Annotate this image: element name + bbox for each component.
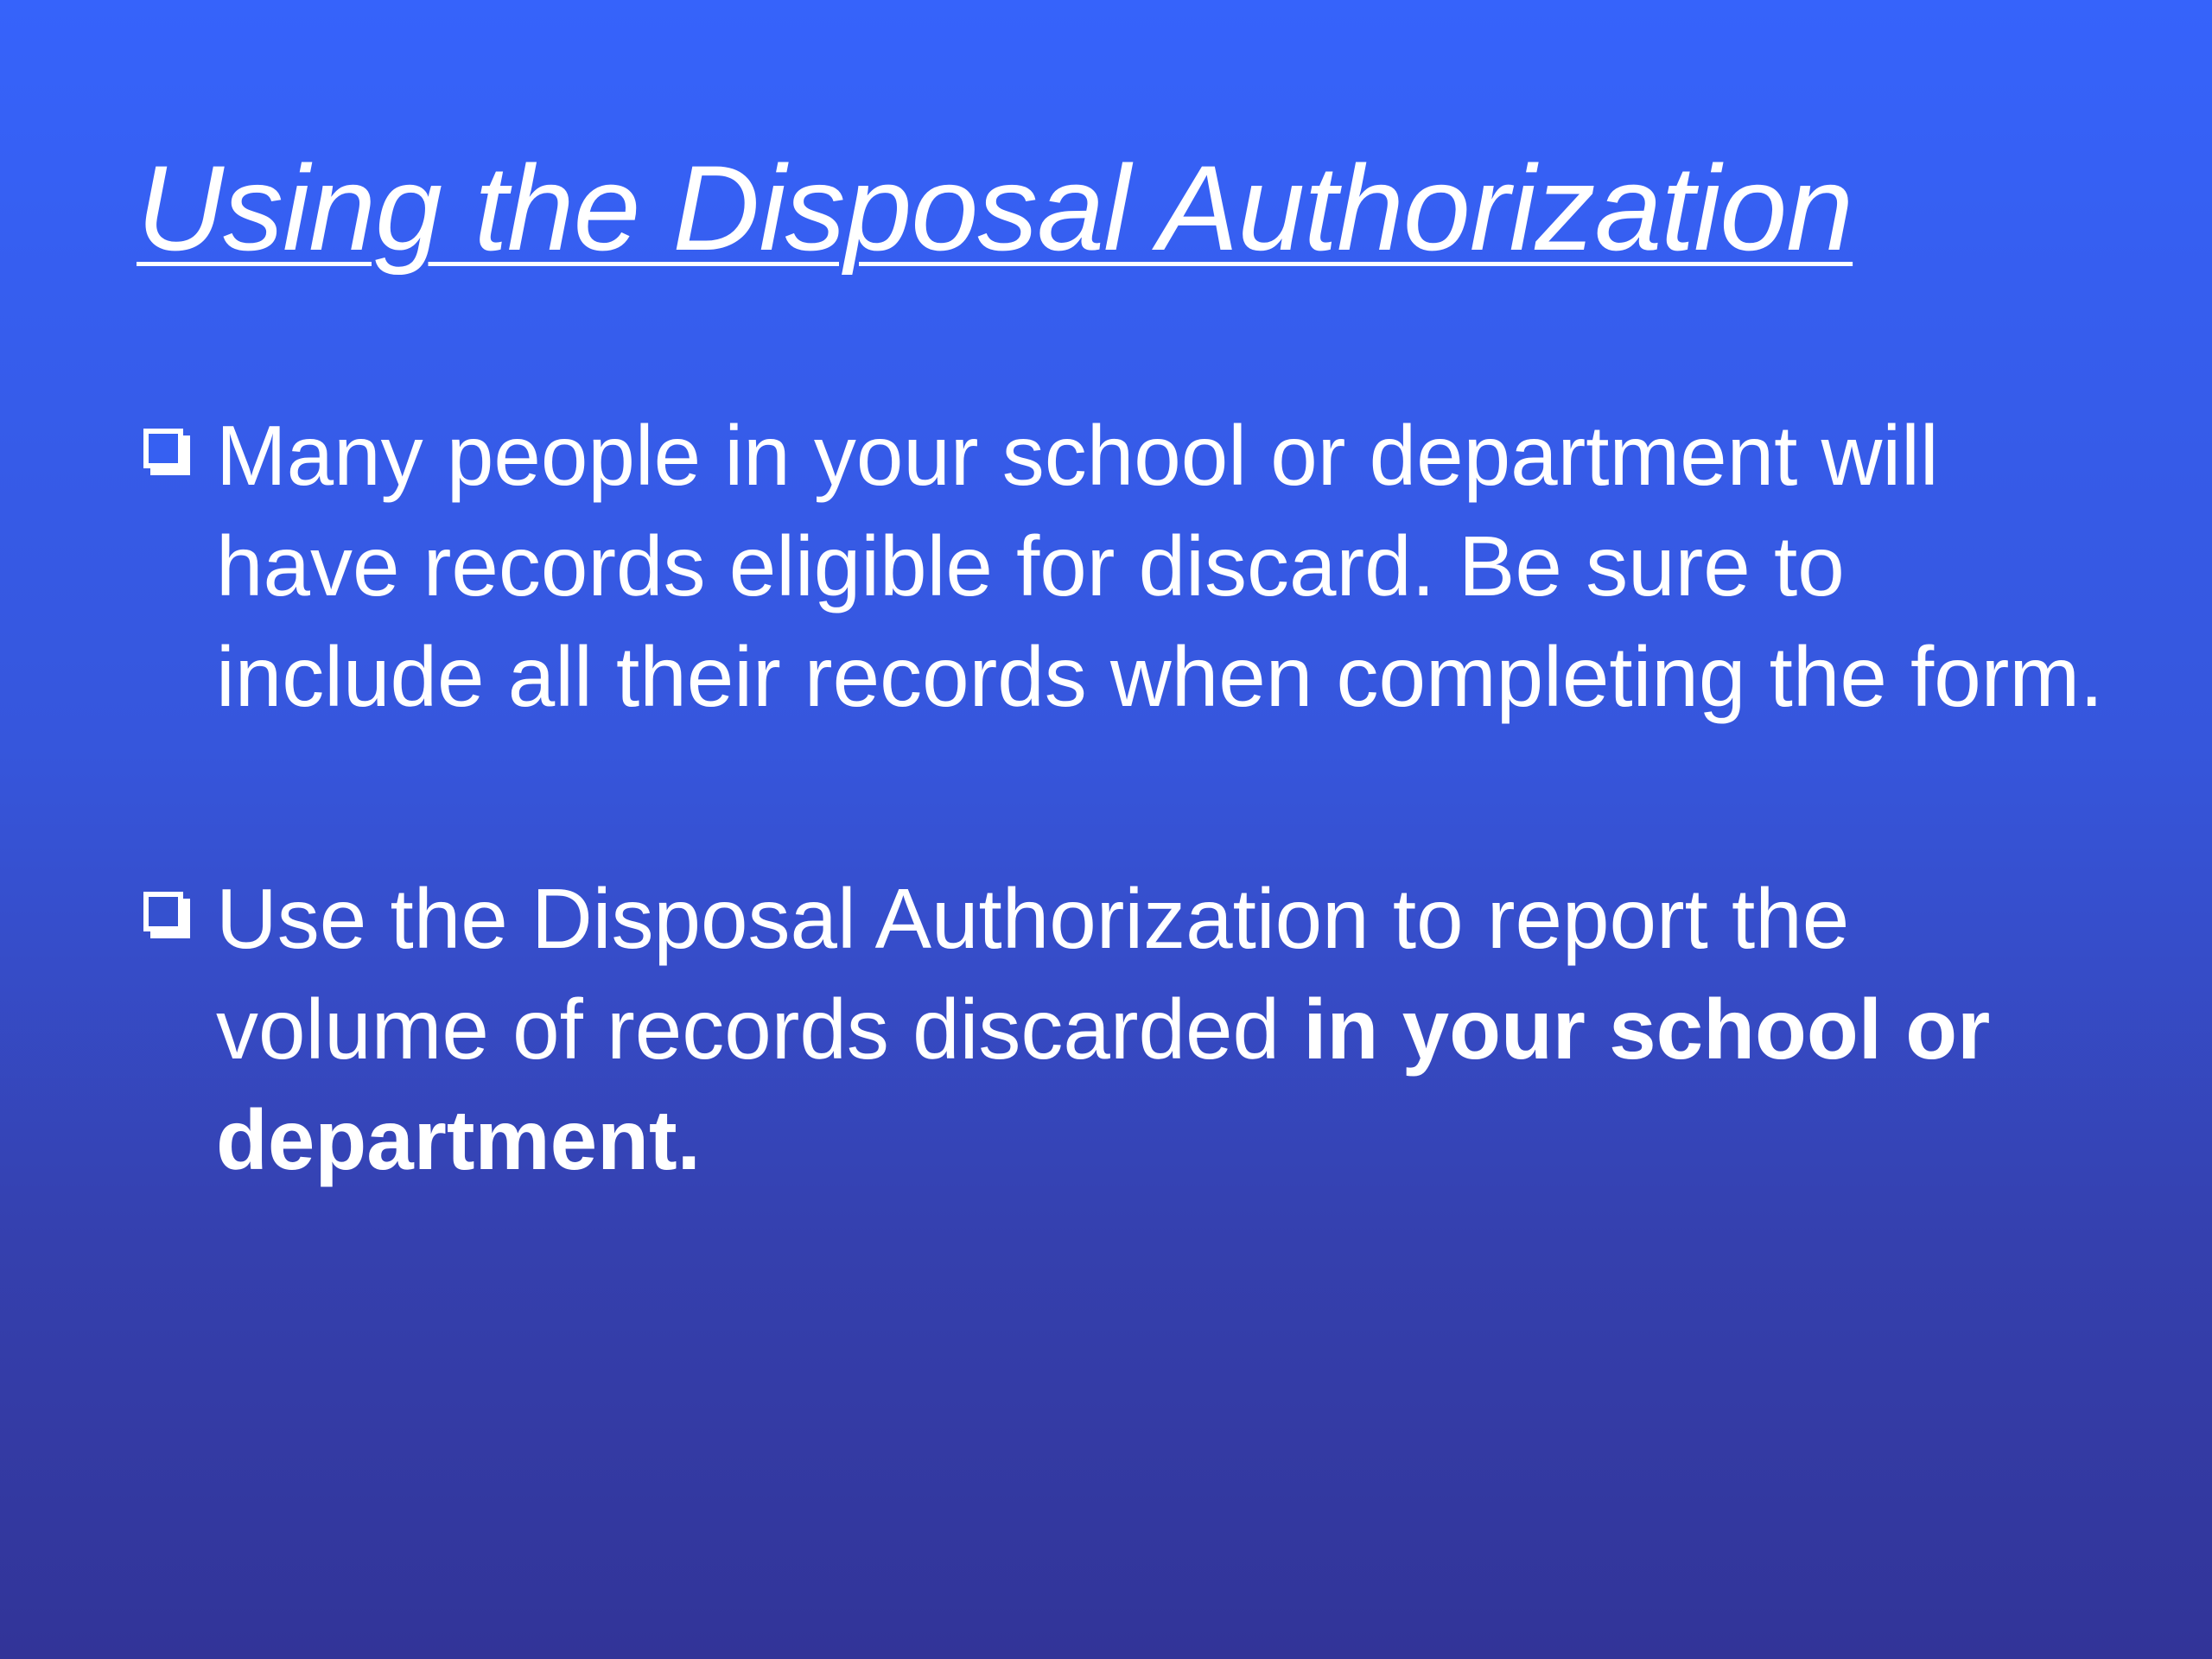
bullet-item-2 [137,863,2124,1195]
bullet-text-1: Many people in your school or department will have records eligible for discard. Be sure to include all their records when completing the form. [216,408,2104,724]
bullet-list [137,400,2124,1195]
bullet-text-2-bold: in your school or department. [216,982,1991,1187]
checkbox-outline-icon [140,425,194,479]
checkbox-outline-icon [140,888,194,942]
slide-title: Using the Disposal Authorization [137,140,1853,276]
bullet-item-1 [137,400,2124,732]
bullet-text-2: Use the Disposal Authorization to report the volume of records discarded [216,871,1850,1077]
